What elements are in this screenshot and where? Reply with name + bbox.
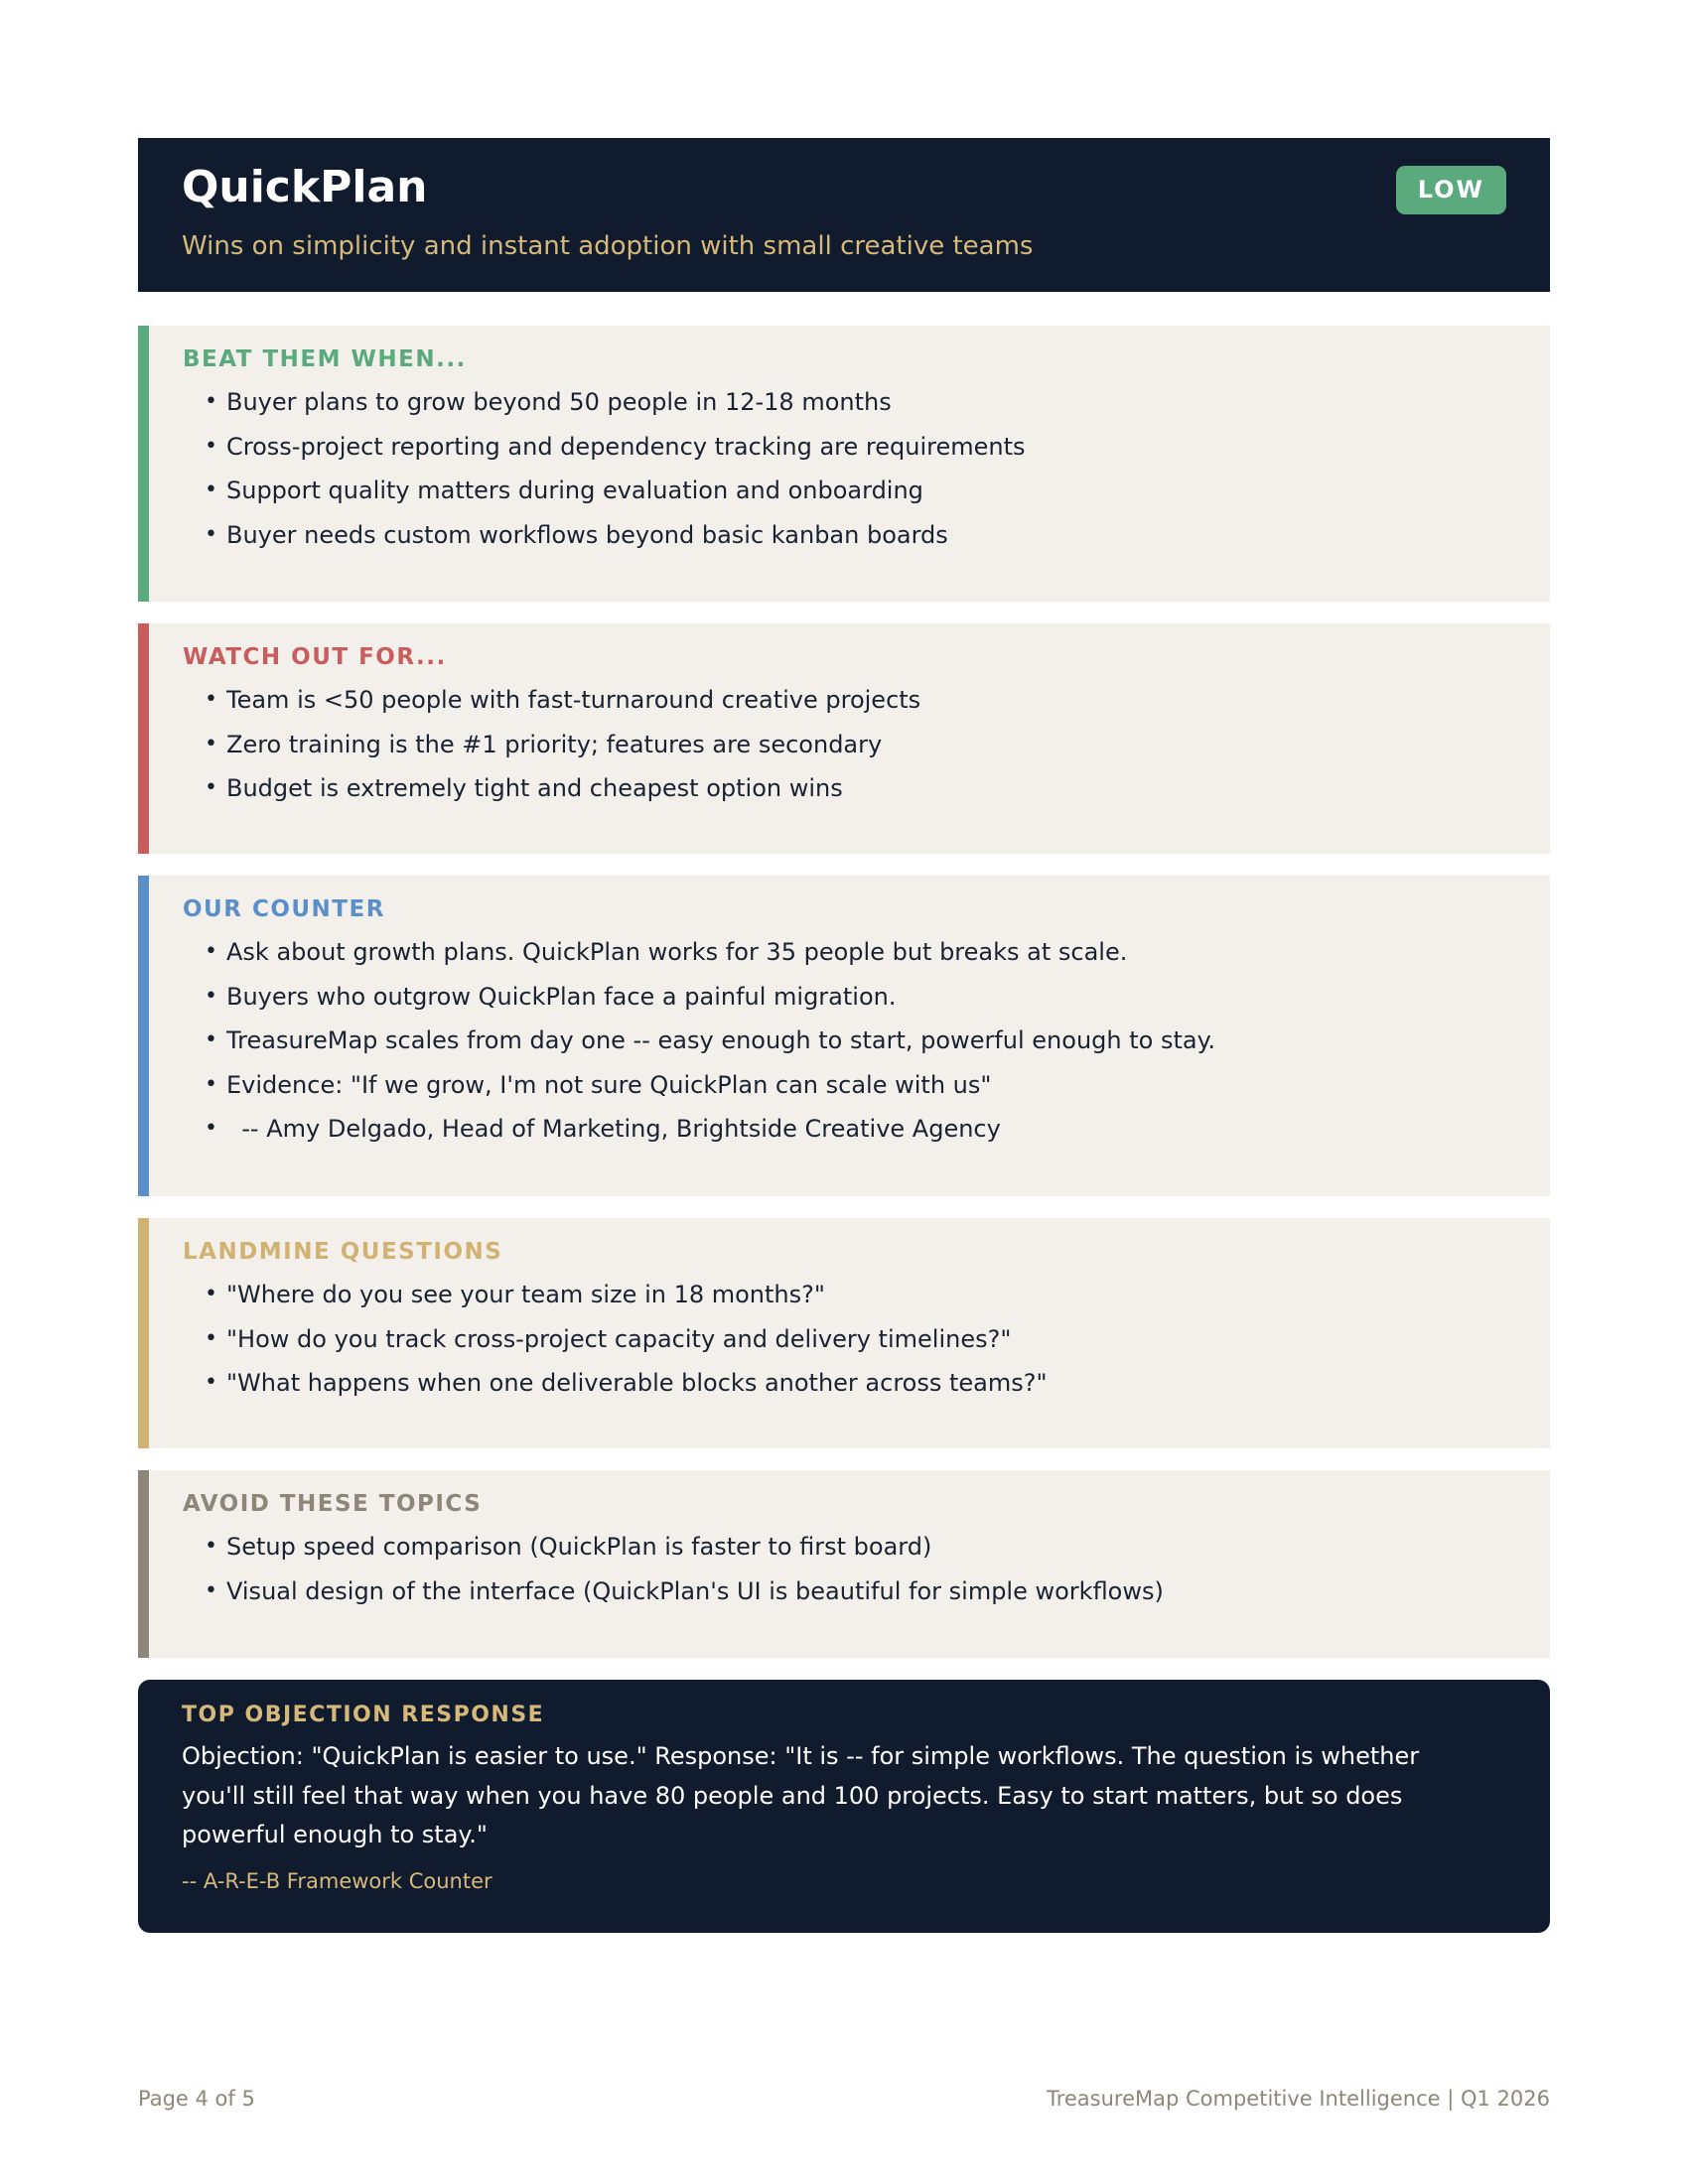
list-item: • Ask about growth plans. QuickPlan works for 35 people but breaks at scale. [205,930,1506,975]
section-heading: OUR COUNTER [183,896,385,922]
bullet-list [183,930,1506,1152]
beat-them-when-section [138,326,1550,602]
list-item: • Visual design of the interface (QuickPlan's UI is beautiful for simple workflows) [205,1570,1506,1614]
objection-attribution: -- A-R-E-B Framework Counter [182,1868,492,1893]
list-item: • Support quality matters during evaluation and onboarding [205,469,1506,513]
competitor-tagline: Wins on simplicity and instant adoption with small creative teams [182,231,1034,261]
bullet-list [183,380,1506,557]
objection-heading: TOP OBJECTION RESPONSE [182,1703,545,1727]
list-item: • "What happens when one deliverable blocks another across teams?" [205,1361,1506,1406]
top-objection-box [138,1680,1550,1933]
landmine-questions-section [138,1218,1550,1448]
list-item: • Buyer needs custom workflows beyond basic kanban boards [205,513,1506,558]
list-item: • Budget is extremely tight and cheapest option wins [205,766,1506,811]
list-item: • TreasureMap scales from day one -- easy enough to start, powerful enough to stay. [205,1019,1506,1063]
bullet-list [183,678,1506,811]
list-item: • Buyer plans to grow beyond 50 people in 12-18 months [205,380,1506,425]
bullet-list [183,1525,1506,1613]
section-heading: AVOID THESE TOPICS [183,1491,483,1517]
section-heading: WATCH OUT FOR... [183,644,447,670]
competitor-header [138,138,1550,292]
list-item: • -- Amy Delgado, Head of Marketing, Brightside Creative Agency [205,1107,1506,1152]
list-item: • Zero training is the #1 priority; features are secondary [205,723,1506,767]
avoid-topics-section [138,1470,1550,1658]
list-item: • "How do you track cross-project capacity and delivery timelines?" [205,1317,1506,1362]
list-item: • Buyers who outgrow QuickPlan face a painful migration. [205,975,1506,1020]
list-item: • "Where do you see your team size in 18 months?" [205,1273,1506,1317]
list-item: • Team is <50 people with fast-turnaround creative projects [205,678,1506,723]
list-item: • Evidence: "If we grow, I'm not sure QuickPlan can scale with us" [205,1063,1506,1108]
our-counter-section [138,876,1550,1196]
list-item: • Setup speed comparison (QuickPlan is faster to first board) [205,1525,1506,1570]
threat-level-badge: LOW [1396,166,1506,214]
list-item: • Cross-project reporting and dependency tracking are requirements [205,425,1506,470]
competitor-name: QuickPlan [182,162,428,212]
battlecard-page [138,138,1550,1933]
page-number: Page 4 of 5 [138,2087,255,2111]
section-heading: LANDMINE QUESTIONS [183,1239,503,1265]
section-heading: BEAT THEM WHEN... [183,346,467,372]
objection-response-text: Objection: "QuickPlan is easier to use." Response: "It is -- for simple workflows. The question is whether you'll still feel that way when you have 80 people and 100 projects. Easy to start matters, but so does powerful enough to stay." [182,1742,1420,1848]
watch-out-for-section [138,623,1550,854]
bullet-list [183,1273,1506,1406]
footer-brand: TreasureMap Competitive Intelligence | Q1 2026 [1046,2087,1550,2111]
